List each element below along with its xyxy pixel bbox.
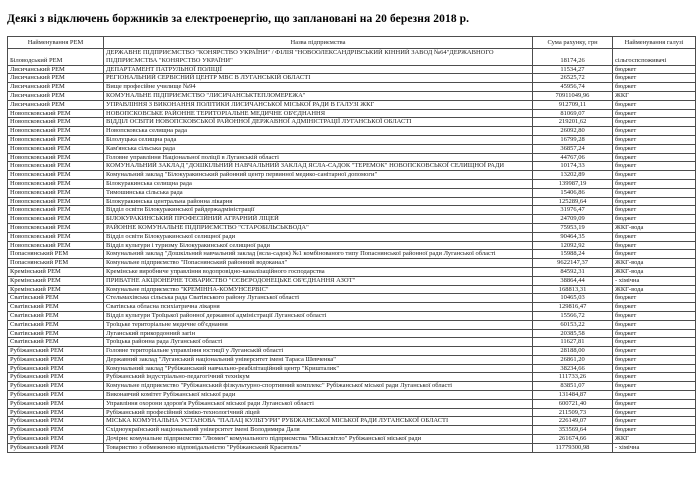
cell-name: Державний заклад "Луганський національний університет імені Тараса Шевченка" [104, 355, 533, 364]
cell-industry: ЖКГ [613, 435, 696, 444]
cell-amount: 111733,26 [533, 373, 613, 382]
cell-name: ДЕРЖАВНЕ ПІДПРИЄМСТВО "КОНЯРСТВО УКРАЇНИ" / ФІЛІЯ "НОВООЛЕКСАНДРІВСЬКИЙ КІННИЙ ЗАВОД №64"ДЕРЖАВНОГО ПІДПРИЄМСТВА "КОНЯРСТВО УКРАЇНИ" [104, 49, 533, 66]
table-row [8, 311, 696, 320]
cell-amount: 9622147,37 [533, 259, 613, 268]
cell-industry: бюджет [613, 179, 696, 188]
cell-industry: бюджет [613, 153, 696, 162]
cell-rem: Лисичанський РЕМ [8, 83, 104, 92]
cell-rem: Сватівський РЕМ [8, 338, 104, 347]
cell-rem: Новопсковський РЕМ [8, 109, 104, 118]
cell-rem: Біловодський РЕМ [8, 49, 104, 66]
cell-industry: бюджет [613, 364, 696, 373]
cell-rem: Новопсковський РЕМ [8, 144, 104, 153]
cell-industry: - хімічна [613, 443, 696, 452]
cell-rem: Кремінський РЕМ [8, 285, 104, 294]
cell-industry: бюджет [613, 408, 696, 417]
table-row [8, 320, 696, 329]
cell-amount: 15988,24 [533, 250, 613, 259]
table-row [8, 347, 696, 356]
cell-amount: 81069,07 [533, 109, 613, 118]
cell-amount: 15566,72 [533, 311, 613, 320]
cell-name: Кам'янська сільська рада [104, 144, 533, 153]
cell-industry: бюджет [613, 188, 696, 197]
cell-name: Стельмахівська сільська рада Сватівського району Луганської області [104, 294, 533, 303]
cell-name: Рубіжанський індустріально-педагогічний технікум [104, 373, 533, 382]
cell-rem: Сватівський РЕМ [8, 320, 104, 329]
cell-amount: 15406,86 [533, 188, 613, 197]
table-row [8, 408, 696, 417]
cell-rem: Рубіжанський РЕМ [8, 417, 104, 426]
cell-name: Дочірнє комунальне підприємство "Люмен" комунального підприємства "Міськсвітло" Рубіжанської міської ради [104, 435, 533, 444]
cell-industry: бюджет [613, 355, 696, 364]
cell-rem: Рубіжанський РЕМ [8, 347, 104, 356]
cell-amount: 26092,80 [533, 127, 613, 136]
cell-name: Головне управління Національної поліції в Луганській області [104, 153, 533, 162]
cell-rem: Новопсковський РЕМ [8, 171, 104, 180]
cell-name: Відділ освіти Білокуракинської селищної ради [104, 232, 533, 241]
table-row [8, 188, 696, 197]
table-row [8, 364, 696, 373]
cell-amount: 13202,89 [533, 171, 613, 180]
cell-name: МІСЬКА КОМУНАЛЬНА УСТАНОВА "ПАЛАЦ КУЛЬТУРИ" РУБІЖАНСЬКОЇ МІСЬКОЇ РАДИ ЛУГАНСЬКОЇ ОБЛАСТІ [104, 417, 533, 426]
cell-rem: Рубіжанський РЕМ [8, 355, 104, 364]
cell-name: Сватівська обласна психіатрична лікарня [104, 303, 533, 312]
table-row [8, 276, 696, 285]
table-row [8, 250, 696, 259]
cell-amount: 16799,28 [533, 135, 613, 144]
cell-name: Комунальне підприємство "КРЕМІННА-КОМУНСЕРВІС" [104, 285, 533, 294]
table-row [8, 127, 696, 136]
table-row [8, 294, 696, 303]
cell-rem: Лисичанський РЕМ [8, 100, 104, 109]
cell-industry: ЖКГ [613, 91, 696, 100]
cell-name: Білокуракинська селищна рада [104, 179, 533, 188]
column-header: Назва підприємства [104, 37, 533, 49]
cell-amount: 20385,58 [533, 329, 613, 338]
cell-rem: Новопсковський РЕМ [8, 241, 104, 250]
cell-amount: 125289,64 [533, 197, 613, 206]
cell-name: НОВОПСКОВСЬКЕ РАЙОННЕ ТЕРИТОРІАЛЬНЕ МЕДИЧНЕ ОБ'ЄДНАННЯ [104, 109, 533, 118]
table-row [8, 338, 696, 347]
table-row [8, 426, 696, 435]
cell-amount: 44767,06 [533, 153, 613, 162]
column-header: Найменування галузі [613, 37, 696, 49]
cell-amount: 11534,27 [533, 65, 613, 74]
header-row [8, 37, 696, 49]
cell-industry: бюджет [613, 294, 696, 303]
cell-name: ВІДДІЛ ОСВІТИ НОВОПСКОВСЬКОЇ РАЙОННОЇ ДЕРЖАВНОЇ АДМІНІСТРАЦІЇ ЛУГАНСЬКОЇ ОБЛАСТІ [104, 118, 533, 127]
cell-amount: 168813,31 [533, 285, 613, 294]
table-row [8, 373, 696, 382]
cell-industry: бюджет [613, 382, 696, 391]
table-row [8, 329, 696, 338]
cell-name: Тимошинська сільська рада [104, 188, 533, 197]
cell-rem: Рубіжанський РЕМ [8, 382, 104, 391]
cell-industry: бюджет [613, 215, 696, 224]
cell-rem: Попаснянський РЕМ [8, 259, 104, 268]
cell-name: ДЕПАРТАМЕНТ ПАТРУЛЬНОЇ ПОЛІЦІЇ [104, 65, 533, 74]
table-row [8, 303, 696, 312]
cell-rem: Рубіжанський РЕМ [8, 364, 104, 373]
cell-name: РЕГІОНАЛЬНИЙ СЕРВІСНИЙ ЦЕНТР МВС В ЛУГАНСЬКІЙ ОБЛАСТІ [104, 74, 533, 83]
cell-industry: бюджет [613, 127, 696, 136]
cell-name: БІЛОКУРАКИНСЬКИЙ ПРОФЕСІЙНИЙ АГРАРНИЙ ЛІЦЕЙ [104, 215, 533, 224]
table-row [8, 443, 696, 452]
cell-name: Комунальне підприємство "Попаснянський районний водоканал" [104, 259, 533, 268]
cell-amount: 83851,07 [533, 382, 613, 391]
table-row [8, 179, 696, 188]
cell-industry: бюджет [613, 399, 696, 408]
table-row [8, 259, 696, 268]
cell-industry: бюджет [613, 100, 696, 109]
cell-amount: 24709,09 [533, 215, 613, 224]
cell-industry: бюджет [613, 65, 696, 74]
cell-name: УПРАВЛІННЯ З ВИКОНАННЯ ПОЛІТИКИ ЛИСИЧАНСЬКОЇ МІСЬКОЇ РАДИ В ГАЛУЗІ ЖКГ [104, 100, 533, 109]
cell-industry: бюджет [613, 373, 696, 382]
cell-amount: 10465,03 [533, 294, 613, 303]
cell-amount: 28188,00 [533, 347, 613, 356]
cell-amount: 38234,66 [533, 364, 613, 373]
cell-amount: 226149,07 [533, 417, 613, 426]
cell-rem: Новопсковський РЕМ [8, 135, 104, 144]
cell-industry: бюджет [613, 347, 696, 356]
cell-rem: Новопсковський РЕМ [8, 153, 104, 162]
cell-amount: 90464,35 [533, 232, 613, 241]
cell-industry: ЖКГ-вода [613, 285, 696, 294]
table-row [8, 65, 696, 74]
cell-industry: - хімічна [613, 276, 696, 285]
cell-industry: ЖКГ-вода [613, 223, 696, 232]
cell-industry: бюджет [613, 311, 696, 320]
cell-rem: Рубіжанський РЕМ [8, 408, 104, 417]
cell-amount: 38864,44 [533, 276, 613, 285]
cell-rem: Рубіжанський РЕМ [8, 435, 104, 444]
cell-rem: Лисичанський РЕМ [8, 65, 104, 74]
cell-rem: Новопсковський РЕМ [8, 206, 104, 215]
cell-industry: бюджет [613, 206, 696, 215]
cell-rem: Сватівський РЕМ [8, 311, 104, 320]
cell-industry: бюджет [613, 135, 696, 144]
cell-amount: 26861,20 [533, 355, 613, 364]
cell-name: Управління охорони здоров'я Рубіжанської міської ради Луганської області [104, 399, 533, 408]
table-row [8, 91, 696, 100]
cell-rem: Новопсковський РЕМ [8, 179, 104, 188]
cell-industry: бюджет [613, 197, 696, 206]
cell-rem: Сватівський РЕМ [8, 303, 104, 312]
cell-amount: 912709,11 [533, 100, 613, 109]
cell-name: КОМУНАЛЬНЕ ПІДПРИЄМСТВО "ЛИСИЧАНСЬКТЕПЛОМЕРЕЖА" [104, 91, 533, 100]
table-row [8, 206, 696, 215]
cell-amount: 219201,62 [533, 118, 613, 127]
cell-amount: 131484,87 [533, 391, 613, 400]
page-title: Деякі з відключень боржників за електроенергію, що заплановані на 20 березня 2018 р. [7, 13, 470, 25]
cell-amount: 45956,74 [533, 83, 613, 92]
table-row [8, 118, 696, 127]
table-row [8, 399, 696, 408]
cell-rem: Новопсковський РЕМ [8, 197, 104, 206]
table-row [8, 391, 696, 400]
cell-industry: бюджет [613, 118, 696, 127]
table-row [8, 435, 696, 444]
cell-amount: 36857,24 [533, 144, 613, 153]
column-header: Сума рахунку, грн [533, 37, 613, 49]
cell-rem: Новопсковський РЕМ [8, 188, 104, 197]
table-row [8, 135, 696, 144]
table-row [8, 241, 696, 250]
cell-name: Головне територіальне управління юстиції у Луганській області [104, 347, 533, 356]
cell-industry: бюджет [613, 144, 696, 153]
table-row [8, 153, 696, 162]
table-row [8, 215, 696, 224]
cell-name: Луганський прикордонний загін [104, 329, 533, 338]
cell-name: Рубіжанський професійний хіміко-технологічний ліцей [104, 408, 533, 417]
cell-industry: ЖКГ-вода [613, 259, 696, 268]
cell-name: Комунальний заклад "Білокуракинський районний центр первинної медико-санітарної допомоги" [104, 171, 533, 180]
cell-name: Виконавчий комітет Рубіжанської міської ради [104, 391, 533, 400]
cell-amount: 84592,31 [533, 267, 613, 276]
table-row [8, 83, 696, 92]
cell-amount: 261674,66 [533, 435, 613, 444]
cell-rem: Кремінський РЕМ [8, 276, 104, 285]
cell-industry: бюджет [613, 426, 696, 435]
cell-industry: бюджет [613, 303, 696, 312]
cell-amount: 211509,73 [533, 408, 613, 417]
cell-amount: 11779300,98 [533, 443, 613, 452]
cell-rem: Сватівський РЕМ [8, 329, 104, 338]
cell-amount: 31976,47 [533, 206, 613, 215]
table-row [8, 197, 696, 206]
cell-name: Білолуцька селищна рада [104, 135, 533, 144]
cell-amount: 75953,19 [533, 223, 613, 232]
cell-rem: Новопсковський РЕМ [8, 215, 104, 224]
table-row [8, 417, 696, 426]
table-row [8, 171, 696, 180]
cell-industry: бюджет [613, 74, 696, 83]
cell-rem: Сватівський РЕМ [8, 294, 104, 303]
cell-rem: Кремінський РЕМ [8, 267, 104, 276]
cell-amount: 11627,81 [533, 338, 613, 347]
table-row [8, 74, 696, 83]
cell-amount: 10174,33 [533, 162, 613, 171]
cell-industry: сільгоспспоживачі [613, 49, 696, 66]
cell-industry: бюджет [613, 417, 696, 426]
cell-amount: 353569,64 [533, 426, 613, 435]
cell-industry: бюджет [613, 250, 696, 259]
table-row [8, 49, 696, 66]
table-row [8, 109, 696, 118]
cell-rem: Попаснянський РЕМ [8, 250, 104, 259]
cell-amount: 26525,72 [533, 74, 613, 83]
cell-rem: Новопсковський РЕМ [8, 118, 104, 127]
cell-name: Троїцька районна рада Луганської області [104, 338, 533, 347]
cell-name: Відділ культури Троїцької районної державної адміністрації Луганської області [104, 311, 533, 320]
cell-rem: Новопсковський РЕМ [8, 162, 104, 171]
cell-name: Білокуракинська центральна районна лікарня [104, 197, 533, 206]
cell-rem: Рубіжанський РЕМ [8, 373, 104, 382]
cell-industry: бюджет [613, 320, 696, 329]
column-header: Найменування РЕМ [8, 37, 104, 49]
cell-industry: бюджет [613, 83, 696, 92]
cell-rem: Новопсковський РЕМ [8, 223, 104, 232]
cell-amount: 18174,26 [533, 49, 613, 66]
cell-industry: бюджет [613, 171, 696, 180]
cell-rem: Новопсковський РЕМ [8, 232, 104, 241]
cell-industry: бюджет [613, 391, 696, 400]
cell-rem: Новопсковський РЕМ [8, 127, 104, 136]
table-row [8, 100, 696, 109]
table-row [8, 355, 696, 364]
cell-industry: ЖКГ-вода [613, 267, 696, 276]
table-row [8, 382, 696, 391]
cell-name: Східноукраїнський національний університет імені Володимира Даля [104, 426, 533, 435]
cell-name: Відділ культури і туризму Білокуракинської селищної ради [104, 241, 533, 250]
cell-rem: Лисичанський РЕМ [8, 91, 104, 100]
cell-name: Товариство з обмеженою відповідальністю "Рубіжанський Краситель" [104, 443, 533, 452]
cell-name: Комунальне підприємство "Рубіжанський фізкультурно-спортивний комплекс" Рубіжанської міської ради Луганської області [104, 382, 533, 391]
table-body [8, 49, 696, 453]
cell-name: Новопсковська селищна рада [104, 127, 533, 136]
cell-rem: Рубіжанський РЕМ [8, 443, 104, 452]
table-row [8, 232, 696, 241]
debtors-table [7, 36, 696, 453]
cell-industry: бюджет [613, 162, 696, 171]
cell-industry: бюджет [613, 109, 696, 118]
cell-amount: 12092,92 [533, 241, 613, 250]
cell-amount: 60153,22 [533, 320, 613, 329]
cell-industry: бюджет [613, 338, 696, 347]
cell-name: РАЙОННЕ КОМУНАЛЬНЕ ПІДПРИЄМСТВО "СТАРОБІЛЬСЬКВОДА" [104, 223, 533, 232]
cell-amount: 600721,40 [533, 399, 613, 408]
cell-rem: Рубіжанський РЕМ [8, 399, 104, 408]
cell-name: Вище професійне училище №94 [104, 83, 533, 92]
cell-name: Комунальний заклад "Дошкільний навчальний заклад (ясла-садок) №1 комбінованого типу Попаснянської районної ради Луганської області [104, 250, 533, 259]
cell-amount: 70911049,96 [533, 91, 613, 100]
cell-name: Кремінське виробниче управління водопровідно-каналізаційного господарства [104, 267, 533, 276]
table-row [8, 267, 696, 276]
cell-industry: бюджет [613, 329, 696, 338]
table-row [8, 144, 696, 153]
cell-industry: бюджет [613, 241, 696, 250]
cell-name: Відділ освіти Білокуракинської райдержадміністрації [104, 206, 533, 215]
cell-name: КОМУНАЛЬНИЙ ЗАКЛАД "ДОШКІЛЬНИЙ НАВЧАЛЬНИЙ ЗАКЛАД ЯСЛА-САДОК "ТЕРЕМОК" НОВОПСКОВСЬКОЇ СЕЛИЩНОЇ РАДИ [104, 162, 533, 171]
cell-name: Троїцьке територіальне медичне об'єднання [104, 320, 533, 329]
table-row [8, 285, 696, 294]
table-row [8, 162, 696, 171]
cell-rem: Рубіжанський РЕМ [8, 426, 104, 435]
table-header [8, 37, 696, 49]
cell-rem: Лисичанський РЕМ [8, 74, 104, 83]
cell-amount: 129816,47 [533, 303, 613, 312]
cell-name: ПРИВАТНЕ АКЦІОНЕРНЕ ТОВАРИСТВО "СЄВЄРОДОНЕЦЬКЕ ОБ'ЄДНАННЯ АЗОТ" [104, 276, 533, 285]
cell-rem: Рубіжанський РЕМ [8, 391, 104, 400]
cell-industry: бюджет [613, 232, 696, 241]
table-row [8, 223, 696, 232]
cell-name: Комунальний заклад "Рубіжанський навчально-реабілітаційний центр "Кришталик" [104, 364, 533, 373]
cell-amount: 139987,19 [533, 179, 613, 188]
